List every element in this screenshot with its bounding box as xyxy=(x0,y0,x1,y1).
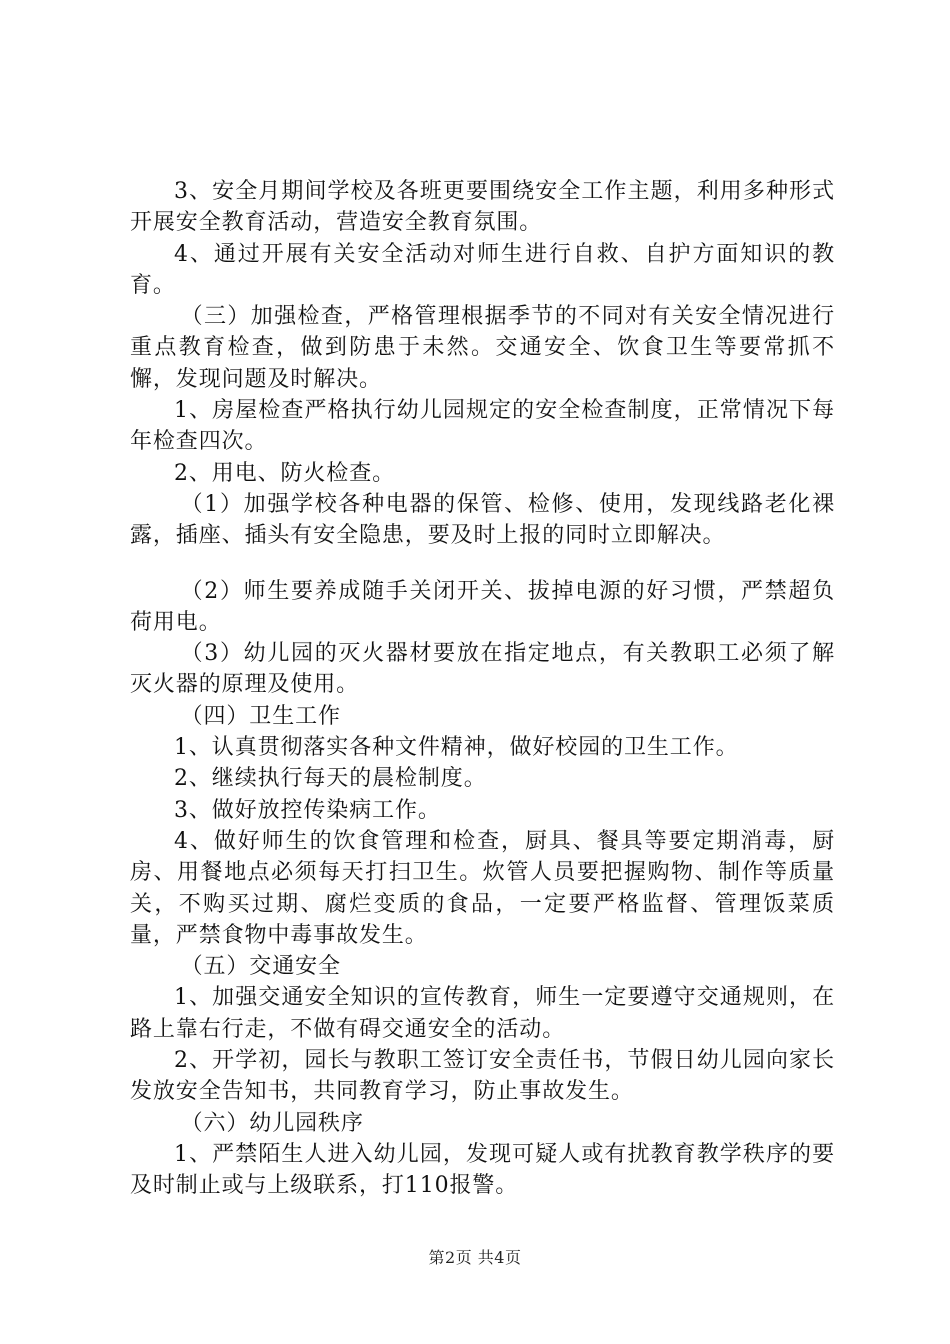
paragraph: 1、加强交通安全知识的宣传教育，师生一定要遵守交通规则，在路上靠右行走，不做有碍交通安全的活动。 xyxy=(130,985,835,1042)
paragraph: 1、房屋检查严格执行幼儿园规定的安全检查制度，正常情况下每年检查四次。 xyxy=(130,398,835,455)
paragraph: 1、严禁陌生人进入幼儿园，发现可疑人或有扰教育教学秩序的要及时制止或与上级联系，打110报警。 xyxy=(130,1141,835,1199)
section-heading: （三）加强检查，严格管理根据季节的不同对有关安全情况进行重点教育检查，做到防患于未然。交通安全、饮食卫生等要常抓不懈，发现问题及时解决。 xyxy=(130,304,835,392)
paragraph: 4、做好师生的饮食管理和检查，厨具、餐具等要定期消毒，厨房、用餐地点必须每天打扫卫生。炊管人员要把握购物、制作等质量关，不购买过期、腐烂变质的食品，一定要严格监督、管理饭菜质量，严禁食物中毒事故发生。 xyxy=(130,828,835,948)
paragraph: 3、做好放控传染病工作。 xyxy=(174,797,441,823)
section-heading: （六）幼儿园秩序 xyxy=(180,1110,364,1136)
paragraph: 3、安全月期间学校及各班更要围绕安全工作主题，利用多种形式开展安全教育活动，营造安全教育氛围。 xyxy=(130,179,835,236)
paragraph: （2）师生要养成随手关闭开关、拔掉电源的好习惯，严禁超负荷用电。 xyxy=(130,578,835,635)
paragraph: 2、开学初，园长与教职工签订安全责任书，节假日幼儿园向家长发放安全告知书，共同教育学习，防止事故发生。 xyxy=(130,1048,835,1105)
paragraph: （1）加强学校各种电器的保管、检修、使用，发现线路老化裸露，插座、插头有安全隐患，要及时上报的同时立即解决。 xyxy=(130,491,835,549)
paragraph: 2、用电、防火检查。 xyxy=(174,460,395,486)
section-heading: （四）卫生工作 xyxy=(180,703,341,729)
document-body xyxy=(130,176,835,1202)
paragraph: 1、认真贯彻落实各种文件精神，做好校园的卫生工作。 xyxy=(174,735,739,761)
page-footer: 第2页 共4页 xyxy=(428,1248,522,1267)
paragraph: 4、通过开展有关安全活动对师生进行自救、自护方面知识的教育。 xyxy=(130,241,835,298)
section-heading: （五）交通安全 xyxy=(180,954,341,980)
paragraph: （3）幼儿园的灭火器材要放在指定地点，有关教职工必须了解灭火器的原理及使用。 xyxy=(130,641,835,698)
paragraph: 2、继续执行每天的晨检制度。 xyxy=(174,766,487,792)
